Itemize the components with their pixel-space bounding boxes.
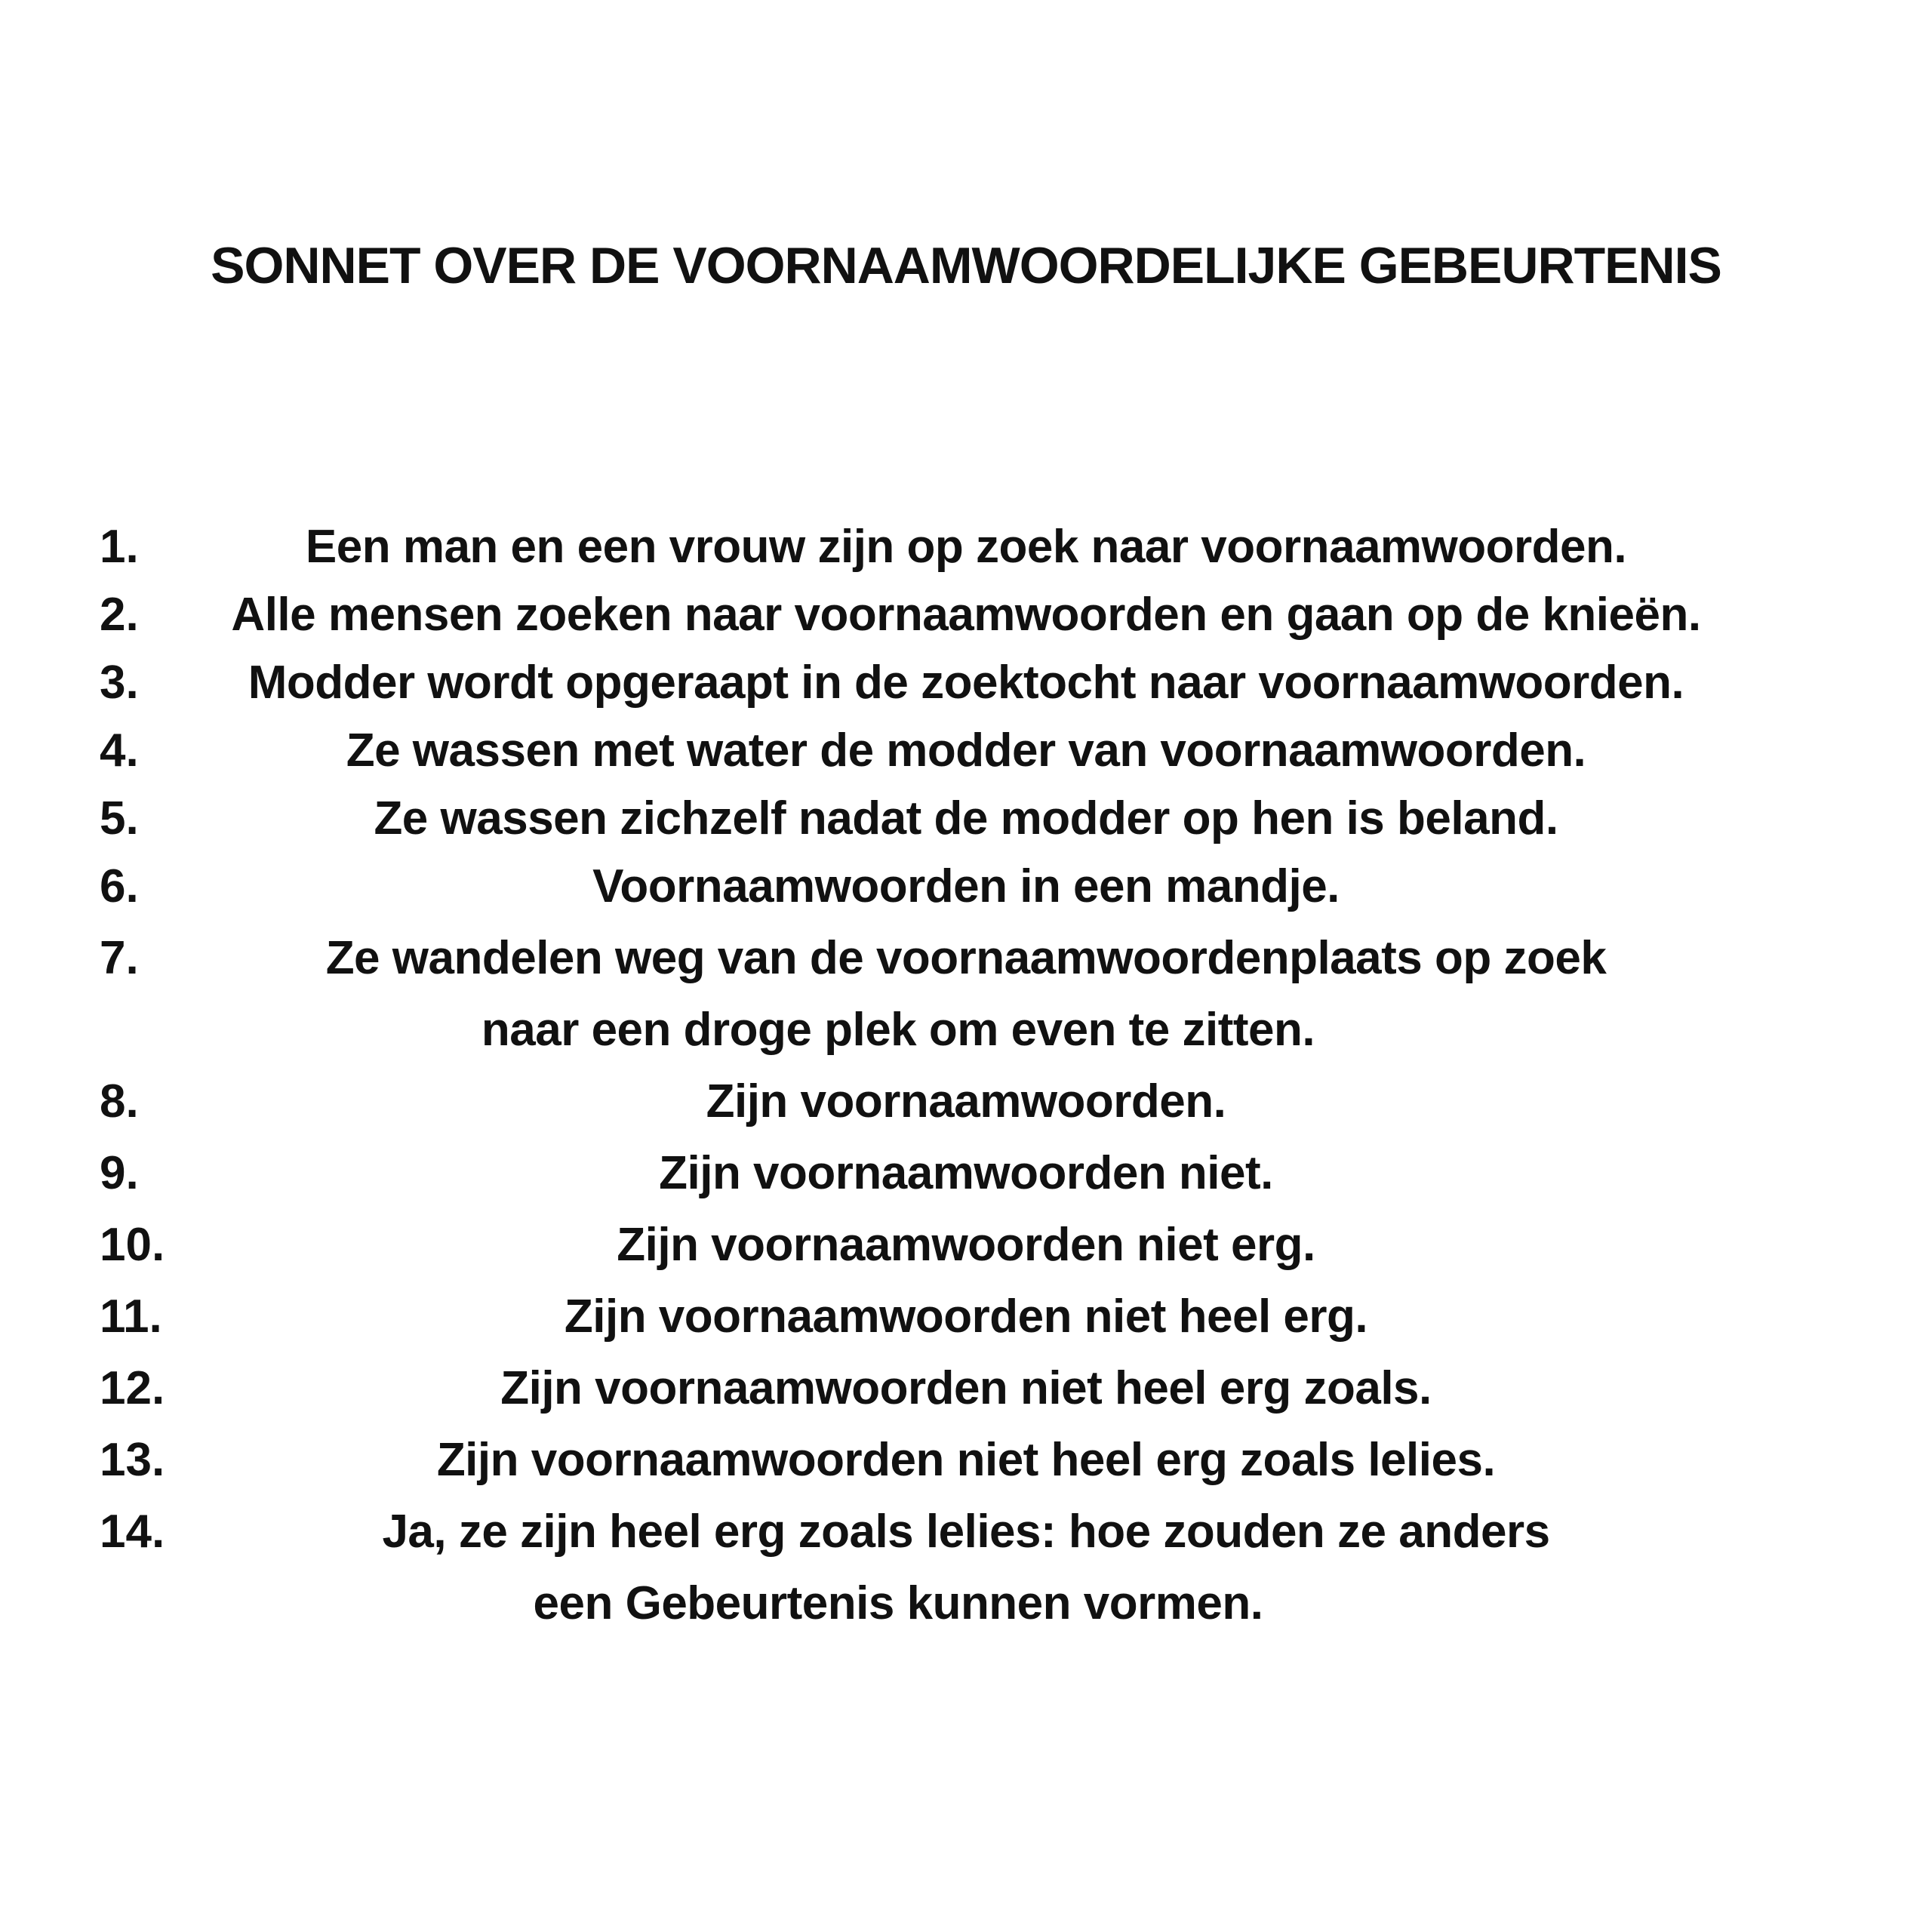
poem-line: Ze wassen met water de modder van voornaamwoorden. (346, 724, 1586, 777)
line-number: 6. (100, 860, 139, 912)
line-number: 4. (100, 724, 139, 777)
poem-line: Zijn voornaamwoorden. (706, 1075, 1226, 1128)
poem-line: Zijn voornaamwoorden niet heel erg zoals lelies. (436, 1434, 1496, 1486)
poem-line: Ze wandelen weg van de voornaamwoordenplaats op zoek (325, 932, 1607, 984)
line-number: 10. (100, 1219, 165, 1271)
poem-line: Voornaamwoorden in een mandje. (592, 860, 1340, 912)
line-number: 13. (100, 1434, 165, 1486)
line-number: 11. (100, 1291, 162, 1343)
line-number: 9. (100, 1147, 139, 1199)
line-number: 7. (100, 932, 139, 984)
line-number: 1. (100, 521, 139, 573)
poem-line: Modder wordt opgeraapt in de zoektocht naar voornaamwoorden. (248, 657, 1684, 709)
poem-title: SONNET OVER DE VOORNAAMWOORDELIJKE GEBEURTENIS (211, 237, 1721, 294)
line-number: 5. (100, 792, 139, 844)
line-number: 3. (100, 657, 139, 709)
line-number: 8. (100, 1075, 139, 1128)
poem-line-continuation: naar een droge plek om even te zitten. (481, 1004, 1315, 1056)
poem-line: Zijn voornaamwoorden niet erg. (617, 1219, 1315, 1271)
poem-line: Zijn voornaamwoorden niet heel erg zoals. (500, 1362, 1432, 1414)
poem-line: Ze wassen zichzelf nadat de modder op hen is beland. (374, 792, 1558, 844)
poem-line: Een man en een vrouw zijn op zoek naar voornaamwoorden. (305, 521, 1627, 573)
poem-line: Zijn voornaamwoorden niet heel erg. (564, 1291, 1368, 1343)
line-number: 12. (100, 1362, 165, 1414)
line-number: 14. (100, 1506, 165, 1558)
line-number: 2. (100, 589, 139, 641)
poem-line: Alle mensen zoeken naar voornaamwoorden en gaan op de knieën. (231, 589, 1701, 641)
poem-line: Ja, ze zijn heel erg zoals lelies: hoe zouden ze anders (382, 1506, 1550, 1558)
poem-line: Zijn voornaamwoorden niet. (659, 1147, 1273, 1199)
poem-line-continuation: een Gebeurtenis kunnen vormen. (533, 1577, 1263, 1629)
